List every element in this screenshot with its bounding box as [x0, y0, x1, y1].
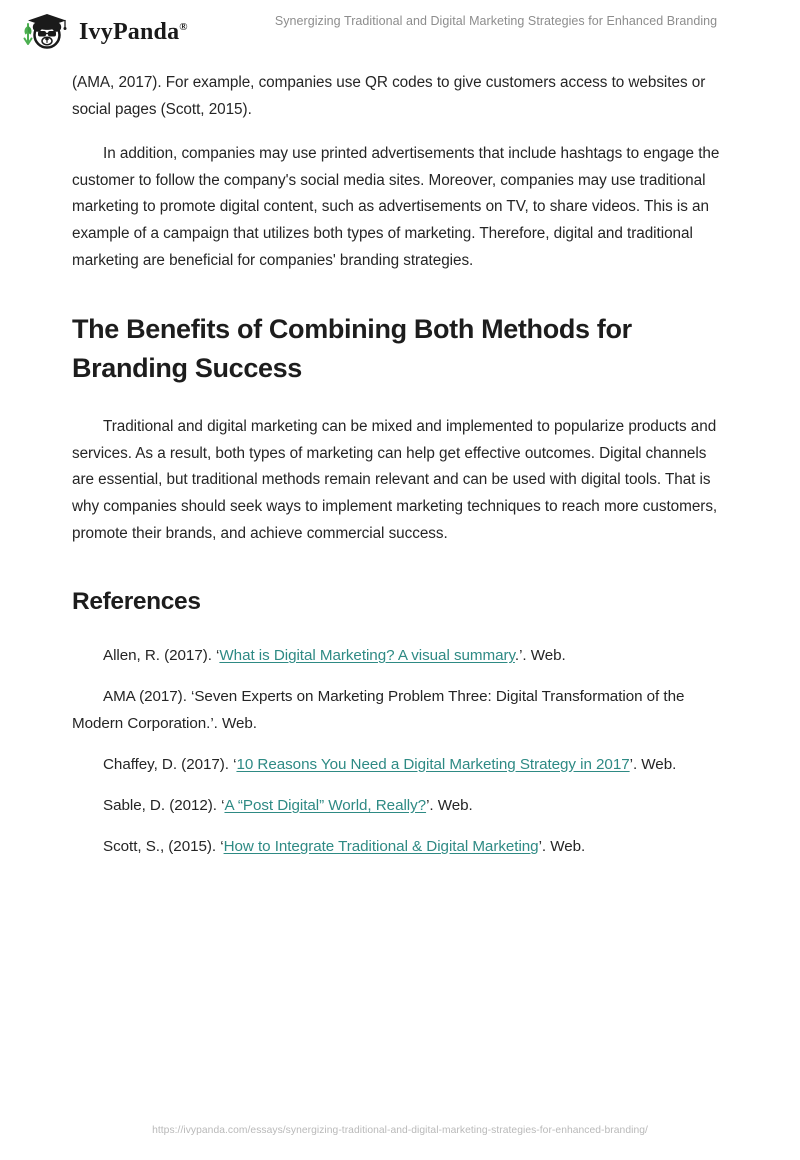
reference-entry-sable [72, 793, 732, 819]
section-heading-references: References [72, 588, 201, 616]
reference-prefix: AMA (2017). ‘Seven Experts on Marketing Problem Three: Digital Transformation of the Modern Corporation.’. Web. [72, 688, 685, 732]
reference-entry-scott [72, 834, 732, 860]
reference-link-allen[interactable]: What is Digital Marketing? A visual summary [219, 647, 515, 665]
paragraph-spacer [72, 123, 732, 141]
reference-spacer [72, 669, 732, 684]
reference-prefix: Allen, R. (2017). ‘ [103, 647, 220, 665]
reference-entry-chaffey [72, 752, 732, 778]
brand-name-text: IvyPanda [79, 19, 180, 45]
reference-suffix: ’. Web. [538, 838, 586, 856]
reference-suffix: ’. Web. [629, 755, 677, 773]
reference-spacer [72, 819, 732, 834]
reference-entry-ama [72, 684, 732, 736]
reference-prefix: Sable, D. (2012). ‘ [103, 796, 225, 814]
reference-suffix: .’. Web. [514, 647, 566, 665]
document-title-header: Synergizing Traditional and Digital Marketing Strategies for Enhanced Branding [274, 14, 718, 28]
reference-spacer [72, 737, 732, 752]
paragraph-hashtags: In addition, companies may use printed advertisements that include hashtags to engage the customer to follow the company's social media sites. Moreover, companies may use traditional marketing to promote digital content, such as advertisements on TV, to share videos. This is an example of a campaign that utilizes both types of marketing. Therefore, digital and traditional marketing are beneficial for companies' branding strategies. [72, 145, 720, 269]
section-heading-benefits: The Benefits of Combining Both Methods for Branding Success [72, 314, 632, 384]
document-content [72, 70, 732, 860]
registered-trademark-mark: ® [179, 21, 188, 33]
heading-spacer-top [72, 274, 732, 310]
page-header [0, 0, 800, 58]
references-spacer-top [72, 547, 732, 585]
reference-suffix: ’. Web. [426, 796, 473, 814]
reference-link-scott[interactable]: How to Integrate Traditional & Digital Marketing [223, 838, 539, 856]
references-spacer-bottom [72, 619, 732, 643]
reference-entry-allen [72, 643, 732, 669]
reference-prefix: Chaffey, D. (2017). ‘ [103, 755, 237, 773]
reference-spacer [72, 778, 732, 793]
paragraph-benefits: Traditional and digital marketing can be mixed and implemented to popularize products and services. As a result, both types of marketing can help get effective outcomes. Digital channels are essential, but traditional methods remain relevant and can be used with digital tools. That is why companies should seek ways to implement marketing techniques to reach more customers, promote their brands, and achieve commercial success. [72, 418, 718, 542]
reference-prefix: Scott, S., (2015). ‘ [103, 838, 224, 856]
paragraph-continued: (AMA, 2017). For example, companies use QR codes to give customers access to websites or social pages (Scott, 2015). [72, 74, 706, 118]
heading-spacer-bottom [72, 388, 732, 414]
reference-link-chaffey[interactable]: 10 Reasons You Need a Digital Marketing Strategy in 2017 [236, 755, 630, 773]
reference-link-sable[interactable]: A “Post Digital” World, Really? [224, 796, 427, 814]
footer-source-url: https://ivypanda.com/essays/synergizing-traditional-and-digital-marketing-strategies-for-enhanced-branding/ [152, 1125, 648, 1136]
